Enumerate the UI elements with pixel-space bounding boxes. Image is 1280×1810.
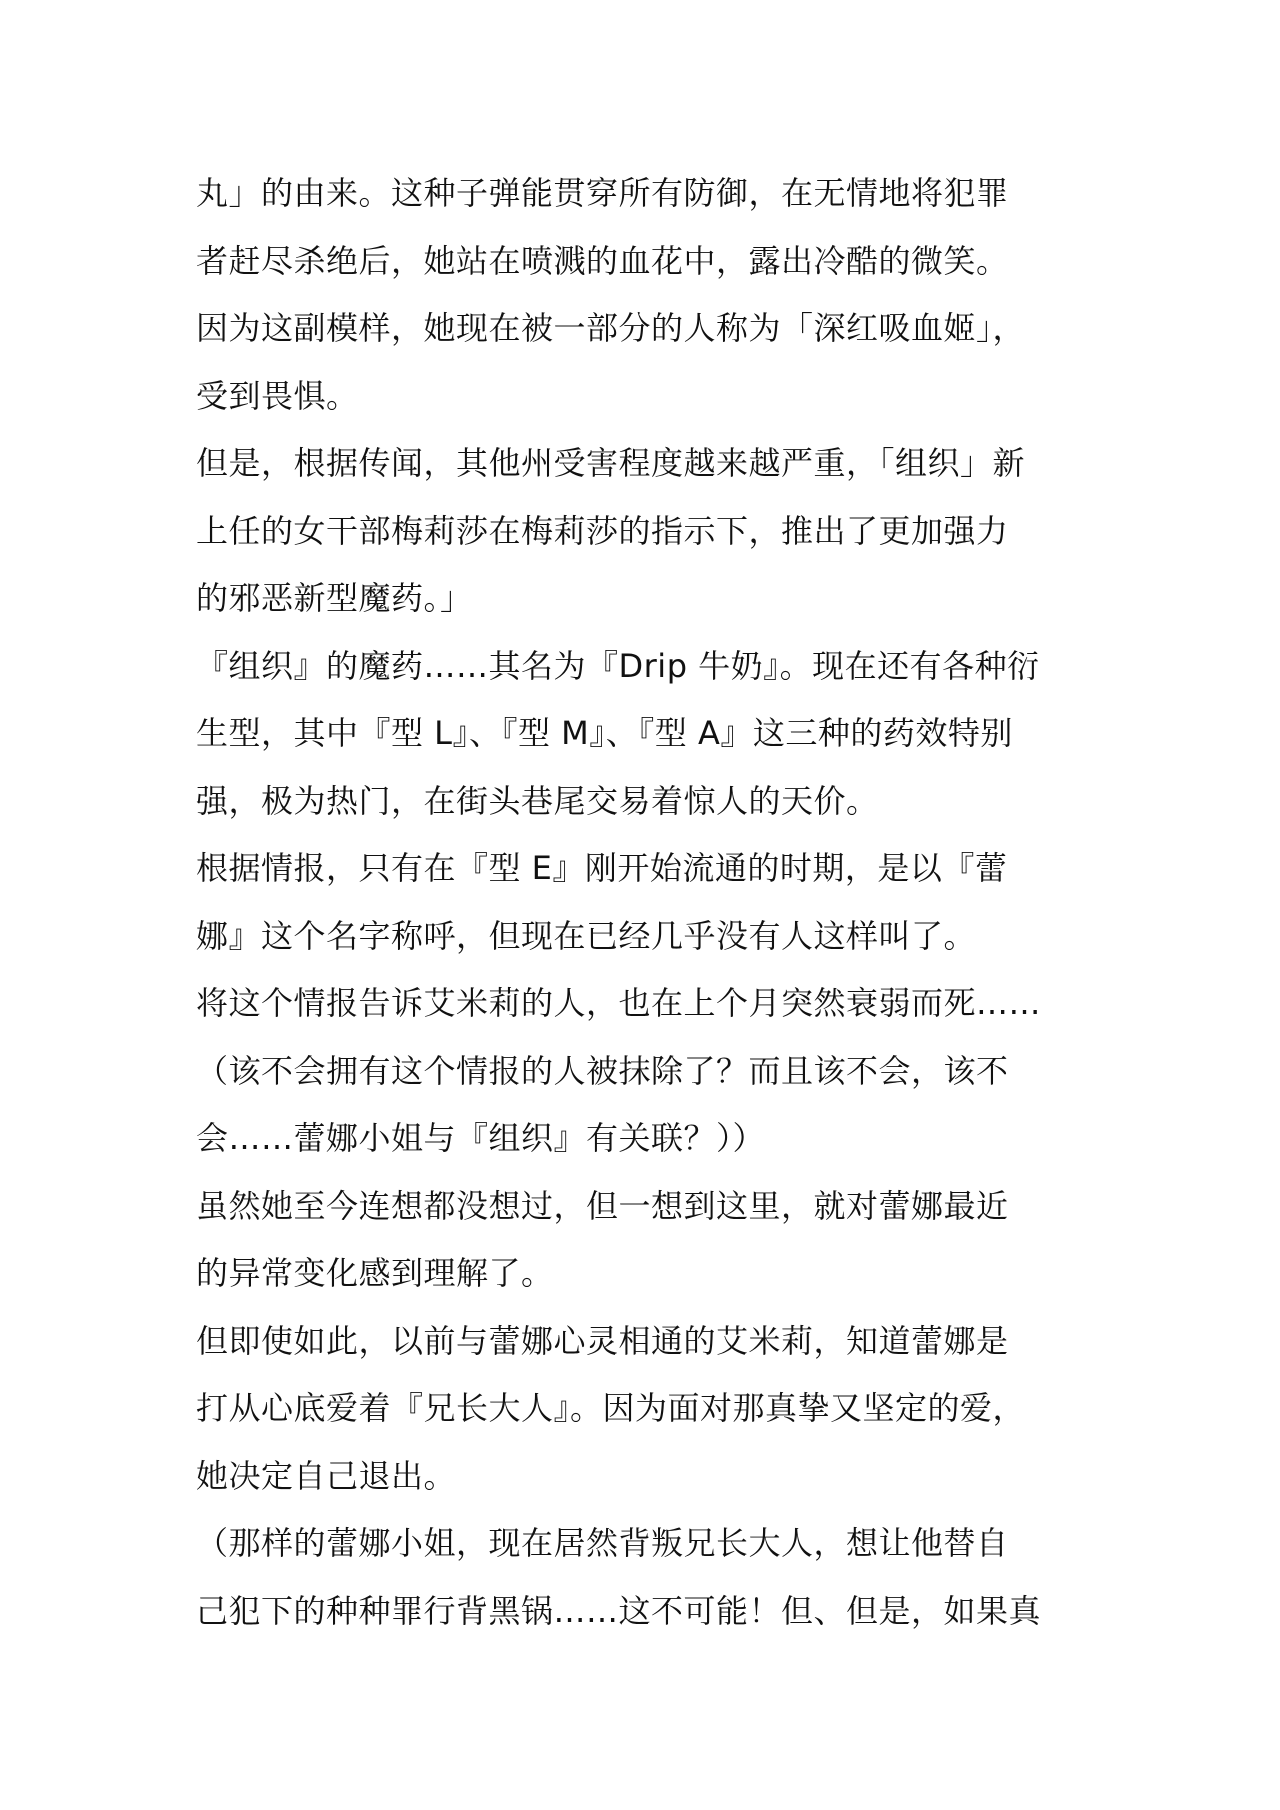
- text-line: 『组织』的魔药……其名为『Drip 牛奶』。现在还有各种衍: [196, 646, 1040, 685]
- text-line: 者赶尽杀绝后，她站在喷溅的血花中，露出冷酷的微笑。: [196, 241, 1009, 280]
- text-line: 虽然她至今连想都没想过，但一想到这里，就对蕾娜最近: [196, 1186, 1009, 1225]
- text-line: 打从心底爱着『兄长大人』。因为面对那真挚又坚定的爱，: [196, 1389, 1026, 1427]
- text-line: 根据情报，只有在『型 E』刚开始流通的时期，是以『蕾: [196, 849, 1008, 887]
- text-line: 但是，根据传闻，其他州受害程度越来越严重，「组织」新: [196, 444, 1026, 482]
- text-line: 她决定自己退出。: [196, 1456, 457, 1495]
- text-line: 上任的女干部梅莉莎在梅莉莎的指示下，推出了更加强力: [196, 511, 1009, 550]
- body-text: [196, 160, 1096, 1645]
- text-line: 因为这副模样，她现在被一部分的人称为「深红吸血姬」，: [196, 309, 1026, 347]
- text-line: 丸」的由来。这种子弹能贯穿所有防御，在无情地将犯罪: [196, 174, 1009, 212]
- text-line: 但即使如此，以前与蕾娜心灵相通的艾米莉，知道蕾娜是: [196, 1321, 1009, 1360]
- text-line: 的异常变化感到理解了。: [196, 1254, 554, 1292]
- text-line: 的邪恶新型魔药。」: [196, 579, 473, 617]
- text-line: （该不会拥有这个情报的人被抹除了？而且该不会，该不: [196, 1051, 1009, 1090]
- text-line: 娜』这个名字称呼，但现在已经几乎没有人这样叫了。: [196, 916, 977, 955]
- text-line: （那样的蕾娜小姐，现在居然背叛兄长大人，想让他替自: [196, 1524, 1009, 1562]
- text-line: 强，极为热门，在街头巷尾交易着惊人的天价。: [196, 781, 879, 820]
- text-line: 受到畏惧。: [196, 376, 359, 415]
- text-line: 会……蕾娜小姐与『组织』有关联？））: [196, 1119, 766, 1157]
- text-line: 己犯下的种种罪行背黑锅……这不可能！但、但是，如果真: [196, 1591, 1042, 1630]
- text-line: 将这个情报告诉艾米莉的人，也在上个月突然衰弱而死……: [196, 984, 1042, 1022]
- text-line: 生型，其中『型 L』、『型 M』、『型 A』这三种的药效特别: [196, 714, 1013, 752]
